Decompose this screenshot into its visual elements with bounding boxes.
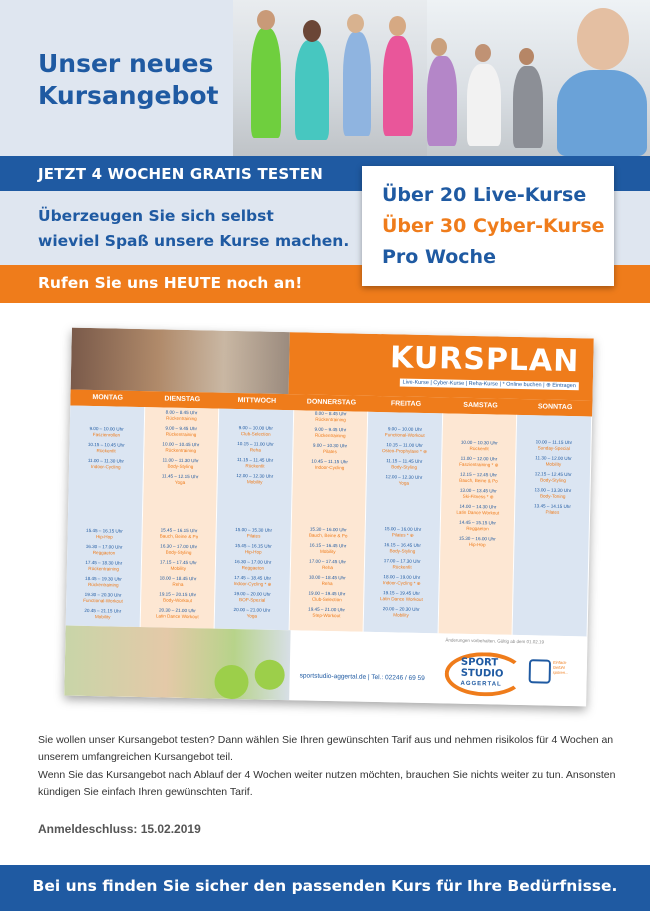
schedule-footer bbox=[64, 626, 587, 707]
course-name: Club-Selection bbox=[240, 430, 271, 437]
schedule-column-mittwoch bbox=[215, 409, 294, 631]
offer-box bbox=[362, 166, 614, 286]
course-slot bbox=[369, 474, 439, 487]
course-time: 20.45 – 21.15 Uhr bbox=[84, 607, 122, 614]
course-name: Mobility bbox=[393, 611, 409, 618]
course-name: Rückentraining bbox=[165, 431, 197, 437]
course-name: Body-Styling bbox=[391, 463, 418, 470]
course-name: Pilates bbox=[322, 448, 337, 454]
schedule-column-freitag bbox=[364, 412, 443, 634]
course-time: 18.00 – 18.45 Uhr bbox=[159, 575, 197, 582]
weekday-donnerstag: DONNERSTAG bbox=[306, 398, 357, 407]
course-time: 9.00 – 9.45 Uhr bbox=[165, 425, 198, 432]
course-name: BOP-Spezial bbox=[238, 596, 266, 603]
course-name: Rückentraining bbox=[314, 432, 346, 438]
course-name: Mobility bbox=[545, 461, 562, 467]
course-name: Mobility bbox=[94, 613, 111, 620]
course-time: 19.00 – 19.45 Uhr bbox=[308, 590, 346, 597]
course-name: Hip-Hop bbox=[95, 533, 113, 540]
course-slot bbox=[443, 487, 513, 500]
schedule-photo-cycling bbox=[71, 328, 290, 395]
title-line-2: Kursangebot bbox=[38, 81, 219, 110]
course-slot bbox=[442, 535, 512, 548]
course-time: 15.30 – 16.00 Uhr bbox=[309, 526, 347, 533]
course-slot bbox=[368, 526, 438, 539]
course-time: 18.00 – 19.00 Uhr bbox=[383, 574, 421, 580]
course-name: Reggaeton bbox=[92, 549, 116, 556]
course-name: Latin Dance Workout bbox=[155, 612, 199, 619]
logo-slogan: Einfach Gefühl spüren... bbox=[552, 659, 569, 676]
course-slot bbox=[145, 473, 215, 486]
weekday-montag: MONTAG bbox=[92, 394, 124, 402]
course-slot bbox=[143, 575, 213, 588]
course-slot bbox=[292, 606, 362, 619]
sportstudio-logo bbox=[444, 647, 575, 702]
course-time: 10.00 – 11.15 Uhr bbox=[535, 439, 573, 446]
schedule-legend: Live-Kurse | Cyber-Kurse | Reha-Kurse | * Online buchen | ⊕ Eintragen bbox=[399, 378, 578, 390]
course-time: 9.00 – 10.00 Uhr bbox=[89, 425, 124, 432]
course-name: Body-Workout bbox=[163, 597, 193, 603]
course-time: 17.00 – 17.30 Uhr bbox=[383, 558, 421, 564]
course-slot bbox=[220, 473, 290, 486]
course-slot bbox=[220, 441, 290, 454]
course-name: Indoor-Cycling bbox=[314, 464, 345, 470]
course-slot bbox=[217, 607, 287, 620]
course-time: 16.30 – 17.00 Uhr bbox=[234, 559, 272, 565]
course-name: Body-Styling bbox=[540, 477, 567, 483]
course-time: 19.15 – 19.45 Uhr bbox=[383, 590, 420, 596]
course-slot bbox=[367, 558, 437, 571]
course-slot bbox=[518, 503, 588, 516]
course-time: 17.45 – 18.45 Uhr bbox=[234, 575, 272, 581]
course-name: Hip-Hop bbox=[244, 548, 262, 555]
course-name: Body-Styling bbox=[165, 549, 192, 555]
course-name: Indoor-Cycling * ⊕ bbox=[382, 579, 421, 586]
course-slot bbox=[519, 455, 589, 468]
course-time: 14.45 – 15.15 Uhr bbox=[459, 519, 497, 526]
schedule-photo-group-fitness bbox=[64, 626, 290, 701]
schedule-column-sonntag bbox=[513, 415, 592, 637]
course-name: Bauch, Beine & Po bbox=[459, 477, 498, 484]
hero-photo-dance-class bbox=[233, 0, 427, 156]
course-name: Rückentraining bbox=[166, 415, 197, 421]
course-time: 11.00 – 11.30 Uhr bbox=[162, 457, 199, 464]
course-name: Indoor-Cycling * ⊕ bbox=[233, 580, 272, 587]
course-time: 13.00 – 13.45 Uhr bbox=[459, 487, 497, 494]
course-time: 18.00 – 18.45 Uhr bbox=[308, 574, 346, 581]
course-time: 12.00 – 12.30 Uhr bbox=[236, 473, 274, 479]
course-name: Functional-Workout bbox=[83, 597, 123, 604]
course-slot bbox=[370, 442, 440, 455]
course-name: Sunday-Special bbox=[537, 444, 570, 451]
course-time: 20.00 – 20.30 Uhr bbox=[382, 606, 420, 612]
schedule-column-samstag bbox=[438, 413, 517, 635]
course-slot bbox=[219, 527, 289, 540]
course-slot bbox=[146, 457, 216, 470]
course-time: 15.45 – 16.15 Uhr bbox=[160, 527, 198, 534]
course-slot bbox=[68, 608, 138, 621]
course-time: 10.45 – 11.15 Uhr bbox=[311, 458, 348, 465]
title-line-1: Unser neues bbox=[38, 49, 214, 78]
course-slot bbox=[518, 487, 588, 500]
course-time: 13.45 – 14.15 Uhr bbox=[534, 503, 571, 510]
hero-photo-seniors bbox=[427, 0, 650, 156]
course-name: Club-Selection bbox=[311, 596, 342, 602]
course-name: Yoga bbox=[398, 480, 410, 486]
course-name: Faszientraining * ⊕ bbox=[459, 461, 499, 468]
schedule-column-donnerstag bbox=[289, 410, 368, 632]
course-name: Yoga bbox=[174, 479, 186, 485]
course-time: 18.45 – 19.30 Uhr bbox=[84, 575, 122, 582]
course-slot bbox=[143, 559, 213, 572]
course-name: Rückentraining bbox=[88, 565, 120, 572]
course-slot bbox=[293, 558, 363, 571]
course-name: Body-Styling bbox=[389, 547, 416, 554]
course-time: 9.00 – 10.00 Uhr bbox=[387, 426, 423, 432]
footer-band bbox=[0, 865, 650, 911]
schedule-contact: sportstudio-aggertal.de | Tel.: 02246 / 69 59 bbox=[299, 672, 425, 683]
course-slot bbox=[368, 542, 438, 555]
course-time: 17.45 – 18.30 Uhr bbox=[85, 559, 123, 566]
course-time: 12.15 – 12.45 Uhr bbox=[460, 471, 498, 478]
course-slot bbox=[144, 543, 214, 556]
course-time: 11.45 – 12.15 Uhr bbox=[161, 473, 199, 480]
hero-title-panel bbox=[0, 0, 233, 156]
course-name: Pilates bbox=[545, 509, 560, 515]
course-name: Rückenfit bbox=[96, 447, 116, 454]
course-slot bbox=[518, 471, 588, 484]
course-slot bbox=[146, 425, 216, 438]
course-name: Rückentraining bbox=[87, 581, 119, 588]
course-time: 11.30 – 12.00 Uhr bbox=[535, 455, 572, 462]
course-name: Step-Workout bbox=[312, 612, 341, 618]
offer-live-courses: Über 20 Live-Kurse bbox=[382, 184, 587, 206]
course-time: 10.15 – 10.45 Uhr bbox=[87, 441, 125, 448]
intro-paragraph: Sie wollen unser Kursangebot testen? Dann wählen Sie Ihren gewünschten Tarif aus und nehmen risikolos für 4 Wochen an unserem umfangreichen Kursangebot teil. bbox=[38, 734, 614, 763]
course-slot bbox=[444, 439, 514, 452]
course-name: Pilates bbox=[246, 532, 261, 539]
course-schedule-card bbox=[64, 328, 594, 707]
course-slot bbox=[293, 542, 363, 555]
course-name: Reggaeton bbox=[466, 525, 489, 531]
course-name: Latin Dance Workout bbox=[379, 595, 423, 602]
course-slot bbox=[292, 590, 362, 603]
logo-word-aggertal: AGGERTAL bbox=[460, 680, 502, 688]
course-name: Reha bbox=[321, 580, 333, 586]
course-time: 17.00 – 17.45 Uhr bbox=[309, 558, 347, 565]
course-slot bbox=[519, 439, 589, 452]
course-name: Ski-Fitness * ⊕ bbox=[462, 493, 494, 500]
course-name: Bauch, Beine & Po bbox=[308, 532, 348, 538]
schedule-column-montag bbox=[66, 406, 145, 628]
course-slot bbox=[217, 591, 287, 604]
course-time: 19.30 – 20.30 Uhr bbox=[84, 591, 122, 598]
logo-word-sport: SPORT bbox=[460, 656, 499, 669]
course-name: Pilates * ⊕ bbox=[391, 531, 414, 538]
trial-headline: JETZT 4 WOCHEN GRATIS TESTEN bbox=[38, 165, 323, 183]
course-name: Reha bbox=[249, 446, 261, 453]
course-time: 15.00 – 15.30 Uhr bbox=[235, 527, 273, 533]
page-title bbox=[38, 48, 218, 112]
course-time: 20.30 – 21.00 Uhr bbox=[158, 607, 196, 614]
course-slot bbox=[218, 559, 288, 572]
schedule-title: KURSPLAN bbox=[389, 340, 580, 380]
course-time: 20.00 – 21.00 Uhr bbox=[233, 607, 271, 613]
course-time: 10.15 – 11.00 Uhr bbox=[237, 441, 274, 447]
course-name: Latin Dance Workout bbox=[456, 509, 500, 516]
course-name: Rückentraining bbox=[315, 416, 346, 422]
course-slot bbox=[147, 409, 217, 422]
course-name: Rückenfit bbox=[469, 445, 489, 451]
course-slot bbox=[443, 519, 513, 532]
course-name: Indoor-Cycling bbox=[90, 463, 121, 470]
tagline-line-2: wieviel Spaß unsere Kurse machen. bbox=[38, 232, 350, 250]
course-time: 10.00 – 10.30 Uhr bbox=[460, 439, 498, 446]
course-slot bbox=[69, 528, 139, 541]
weekday-dienstag: DIENSTAG bbox=[164, 395, 201, 404]
course-time: 11.15 – 11.45 Uhr bbox=[237, 457, 274, 463]
course-name: Rückentraining bbox=[165, 447, 197, 453]
course-time: 10.15 – 11.00 Uhr bbox=[386, 442, 423, 448]
course-name: Reha bbox=[172, 581, 184, 587]
course-time: 19.15 – 20.15 Uhr bbox=[159, 591, 197, 598]
schedule-change-note: Änderungen vorbehalten. Gültig ab dem 01.02.19 bbox=[445, 637, 545, 645]
course-name: Body-Styling bbox=[167, 463, 194, 469]
course-name: Mobility bbox=[170, 565, 187, 571]
course-time: 10.00 – 10.45 Uhr bbox=[162, 441, 200, 448]
course-time: 11.00 – 11.30 Uhr bbox=[87, 457, 125, 464]
offer-per-week: Pro Woche bbox=[382, 246, 496, 268]
course-slot bbox=[293, 526, 363, 539]
course-slot bbox=[444, 455, 514, 468]
course-slot bbox=[370, 426, 440, 439]
course-name: Mobility bbox=[319, 548, 336, 554]
course-slot bbox=[143, 591, 213, 604]
course-slot bbox=[220, 457, 290, 470]
course-slot bbox=[295, 442, 365, 455]
course-time: 16.15 – 16.45 Uhr bbox=[384, 542, 421, 548]
course-time: 8.00 – 8.45 Uhr bbox=[314, 410, 347, 417]
call-to-action-text: Rufen Sie uns HEUTE noch an! bbox=[38, 274, 303, 292]
course-name: Body-Toning bbox=[539, 493, 566, 499]
course-slot bbox=[221, 425, 291, 438]
course-slot bbox=[296, 410, 366, 423]
course-slot bbox=[218, 575, 288, 588]
course-name: Rückenfit bbox=[392, 563, 412, 570]
course-time: 12.00 – 12.30 Uhr bbox=[385, 474, 423, 480]
course-slot bbox=[69, 560, 139, 573]
course-name: Faszienrollen bbox=[92, 431, 121, 438]
course-time: 15.45 – 16.15 Uhr bbox=[86, 527, 123, 534]
course-time: 17.15 – 17.45 Uhr bbox=[159, 559, 197, 566]
course-name: Functional-Workout bbox=[384, 431, 425, 438]
course-name: Yoga bbox=[246, 612, 258, 619]
course-time: 9.00 – 10.00 Uhr bbox=[238, 425, 273, 431]
course-time: 13.00 – 13.30 Uhr bbox=[534, 487, 572, 494]
course-slot bbox=[292, 574, 362, 587]
course-name: Bauch, Beine & Po bbox=[159, 533, 199, 539]
course-name: Mobility bbox=[246, 478, 263, 485]
logo-word-studio: STUDIO bbox=[460, 667, 504, 680]
course-slot bbox=[69, 544, 139, 557]
course-name: Rückenfit bbox=[245, 462, 265, 469]
course-time: 19.45 – 21.00 Uhr bbox=[308, 606, 346, 613]
course-slot bbox=[443, 503, 513, 516]
course-slot bbox=[71, 458, 141, 471]
course-time: 16.30 – 17.00 Uhr bbox=[85, 543, 123, 550]
course-slot bbox=[218, 543, 288, 556]
offer-cyber-courses: Über 30 Cyber-Kurse bbox=[382, 215, 605, 237]
schedule-banner bbox=[289, 332, 594, 400]
course-time: 8.00 – 8.45 Uhr bbox=[165, 409, 198, 416]
course-slot bbox=[367, 574, 437, 587]
schedule-grid bbox=[66, 406, 592, 637]
course-time: 15.30 – 16.00 Uhr bbox=[458, 535, 496, 542]
footer-slogan: Bei uns finden Sie sicher den passenden Kurs für Ihre Bedürfnisse. bbox=[32, 877, 618, 895]
course-name: Osteo-Prophylaxe * ⊕ bbox=[381, 447, 428, 454]
course-name: Reggaeton bbox=[241, 564, 265, 571]
course-time: 15.00 – 16.00 Uhr bbox=[384, 526, 422, 532]
course-time: 15.45 – 16.15 Uhr bbox=[234, 543, 272, 549]
course-slot bbox=[367, 590, 437, 603]
tagline-line-1: Überzeugen Sie sich selbst bbox=[38, 207, 274, 225]
course-slot bbox=[72, 426, 142, 439]
course-slot bbox=[68, 576, 138, 589]
course-slot bbox=[146, 441, 216, 454]
course-time: 11.00 – 12.00 Uhr bbox=[460, 455, 498, 462]
course-time: 12.15 – 12.45 Uhr bbox=[534, 471, 572, 478]
registration-deadline: Anmeldeschluss: 15.02.2019 bbox=[38, 822, 201, 836]
course-time: 19.00 – 20.00 Uhr bbox=[233, 591, 271, 597]
logo-people-icon bbox=[529, 659, 551, 683]
course-time: 16.15 – 16.45 Uhr bbox=[309, 542, 347, 549]
course-name: Hip-Hop bbox=[468, 541, 486, 547]
course-slot bbox=[444, 471, 514, 484]
course-time: 16.30 – 17.00 Uhr bbox=[160, 543, 198, 550]
continuation-paragraph: Wenn Sie das Kursangebot nach Ablauf der 4 Wochen weiter nutzen möchten, brauchen Sie nichts weiter zu tun. Ansonsten kündigen Sie einfach Ihren gewünschten Tarif. bbox=[38, 769, 616, 798]
course-time: 14.00 – 14.30 Uhr bbox=[459, 503, 497, 510]
weekday-freitag: FREITAG bbox=[390, 400, 422, 408]
course-slot bbox=[366, 606, 436, 619]
weekday-sonntag: SONNTAG bbox=[537, 403, 573, 412]
schedule-column-dienstag bbox=[140, 407, 219, 629]
course-slot bbox=[71, 442, 141, 455]
course-time: 9.00 – 9.45 Uhr bbox=[314, 426, 347, 433]
course-slot bbox=[295, 426, 365, 439]
course-name: Reha bbox=[321, 564, 334, 570]
course-slot bbox=[142, 607, 212, 620]
weekday-mittwoch: MITTWOCH bbox=[237, 397, 277, 405]
course-time: 11.15 – 11.45 Uhr bbox=[386, 458, 423, 464]
course-time: 9.00 – 10.30 Uhr bbox=[312, 442, 348, 449]
course-slot bbox=[144, 527, 214, 540]
course-slot bbox=[295, 458, 365, 471]
course-slot bbox=[68, 592, 138, 605]
course-slot bbox=[369, 458, 439, 471]
weekday-samstag: SAMSTAG bbox=[463, 401, 498, 410]
